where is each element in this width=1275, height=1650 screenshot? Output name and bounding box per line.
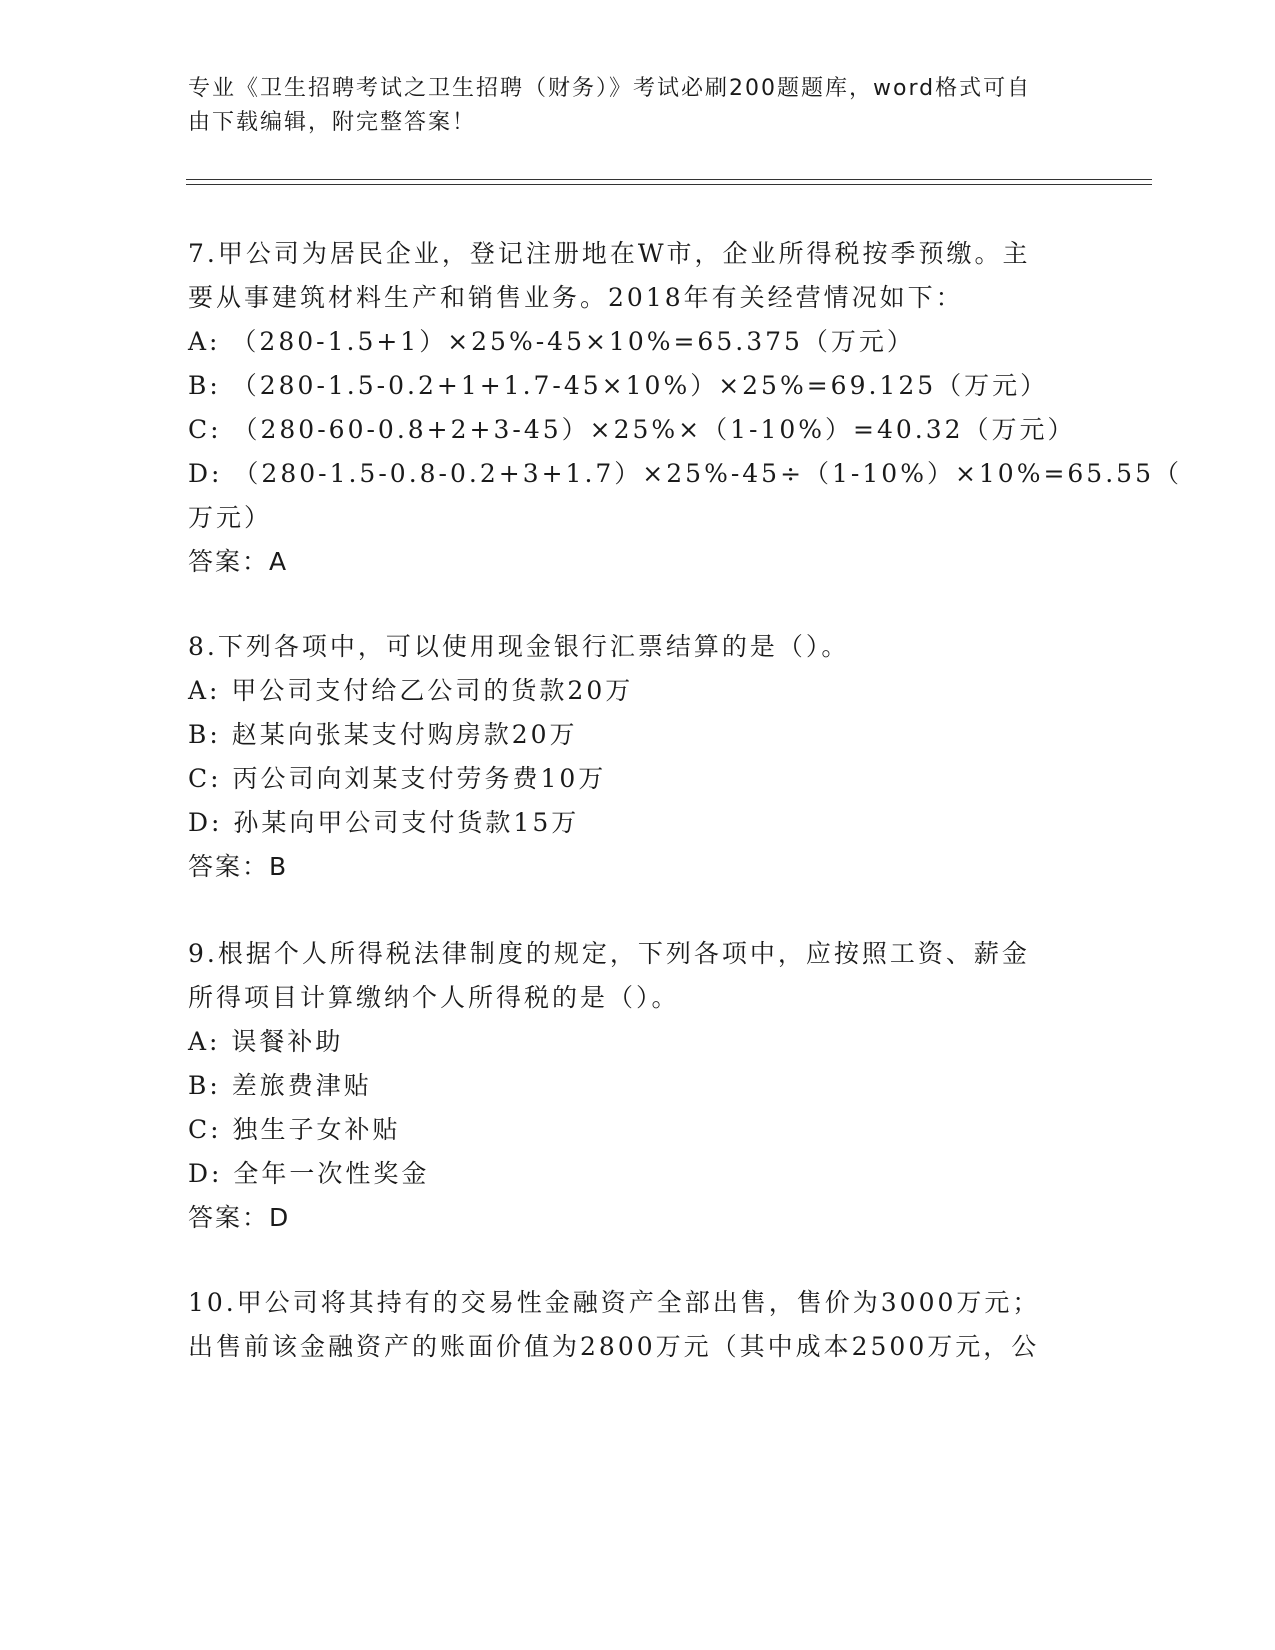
header-divider-bottom xyxy=(186,184,1152,185)
header-line-2: 由下载编辑，附完整答案！ xyxy=(188,110,477,135)
header-divider-top xyxy=(186,179,1152,180)
question-10-stem-line-2: 出售前该金融资产的账面价值为2800万元（其中成本2500万元，公 xyxy=(188,1332,1040,1361)
question-9-option-d: D: 全年一次性奖金 xyxy=(188,1159,430,1188)
question-8-option-a: A: 甲公司支付给乙公司的货款20万 xyxy=(188,676,634,705)
question-7-option-c: C: （280-60-0.8+2+3-45）×25%×（1-10%）=40.32（万元） xyxy=(188,415,1076,444)
question-8-answer: 答案：B xyxy=(188,852,289,881)
question-7-option-d-continued: 万元） xyxy=(188,503,273,532)
question-9-answer: 答案：D xyxy=(188,1203,291,1232)
question-9-option-a: A: 误餐补助 xyxy=(188,1027,344,1056)
question-8-stem-line-1: 8.下列各项中，可以使用现金银行汇票结算的是（）。 xyxy=(188,632,850,661)
question-9-stem-line-2: 所得项目计算缴纳个人所得税的是（）。 xyxy=(188,983,680,1012)
question-7-option-b: B: （280-1.5-0.2+1+1.7-45×10%）×25%=69.125（万元） xyxy=(188,371,1049,400)
question-8-option-c: C: 丙公司向刘某支付劳务费10万 xyxy=(188,764,607,793)
question-7-option-a: A: （280-1.5+1）×25%-45×10%=65.375（万元） xyxy=(188,327,915,356)
document-header xyxy=(188,72,1068,140)
question-7-stem-line-1: 7.甲公司为居民企业，登记注册地在W市，企业所得税按季预缴。主 xyxy=(188,239,1031,268)
question-7-option-d: D: （280-1.5-0.8-0.2+3+1.7）×25%-45÷（1-10%）×10%=65.55（ xyxy=(188,459,1182,488)
question-10-stem-line-1: 10.甲公司将其持有的交易性金融资产全部出售，售价为3000万元； xyxy=(188,1288,1041,1317)
question-7-answer: 答案：A xyxy=(188,547,289,576)
question-9-option-c: C: 独生子女补贴 xyxy=(188,1115,401,1144)
question-8-option-d: D: 孙某向甲公司支付货款15万 xyxy=(188,808,580,837)
question-7-stem-line-2: 要从事建筑材料生产和销售业务。2018年有关经营情况如下： xyxy=(188,283,964,312)
question-8-option-b: B: 赵某向张某支付购房款20万 xyxy=(188,720,578,749)
question-9-option-b: B: 差旅费津贴 xyxy=(188,1071,372,1100)
header-line-1: 专业《卫生招聘考试之卫生招聘（财务）》考试必刷200题题库，word格式可自 xyxy=(188,76,1032,101)
question-9-stem-line-1: 9.根据个人所得税法律制度的规定，下列各项中，应按照工资、薪金 xyxy=(188,939,1030,968)
